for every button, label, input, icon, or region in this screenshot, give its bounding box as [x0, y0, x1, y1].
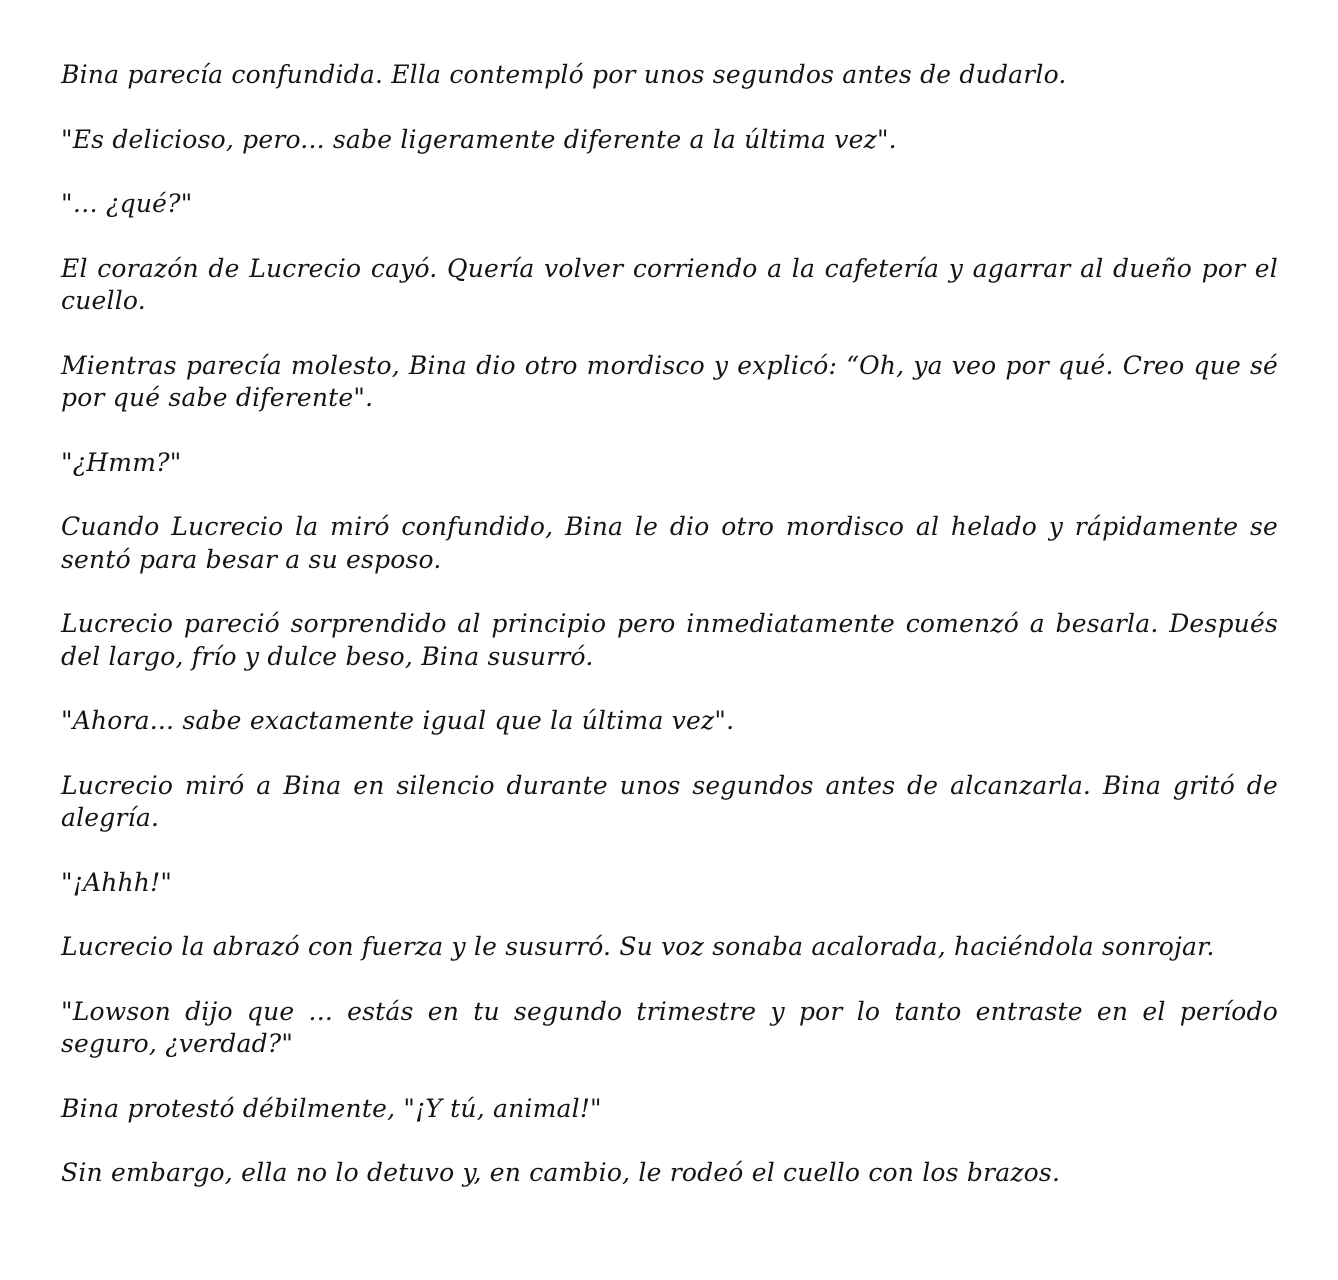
paragraph: Lucrecio pareció sorprendido al principio pero inmediatamente comenzó a besarla. Después del largo, frío y dulce beso, Bina susurró.	[61, 609, 1278, 671]
paragraph: Lucrecio miró a Bina en silencio durante unos segundos antes de alcanzarla. Bina gritó de alegría.	[61, 770, 1278, 832]
paragraph: "Lowson dijo que ... estás en tu segundo trimestre y por lo tanto entraste en el período seguro, ¿verdad?"	[61, 996, 1278, 1058]
paragraph: Bina protestó débilmente, "¡Y tú, animal!"	[61, 1093, 602, 1123]
paragraph: "¡Ahhh!"	[61, 867, 173, 897]
paragraph: El corazón de Lucrecio cayó. Quería volver corriendo a la cafetería y agarrar al dueño por el cuello.	[61, 253, 1278, 315]
paragraph: "¿Hmm?"	[61, 447, 182, 477]
paragraph: "Es delicioso, pero... sabe ligeramente diferente a la última vez".	[61, 124, 897, 154]
paragraph: Lucrecio la abrazó con fuerza y le susurró. Su voz sonaba acalorada, haciéndola sonrojar.	[61, 932, 1215, 961]
paragraph: "… ¿qué?"	[61, 189, 193, 218]
paragraph: Mientras parecía molesto, Bina dio otro mordisco y explicó: “Oh, ya veo por qué. Creo que sé por qué sabe diferente".	[61, 350, 1278, 412]
document-body	[61, 59, 1278, 1222]
paragraph: Bina parecía confundida. Ella contempló por unos segundos antes de dudarlo.	[61, 60, 1067, 89]
paragraph: "Ahora... sabe exactamente igual que la última vez".	[61, 706, 735, 735]
paragraph: Sin embargo, ella no lo detuvo y, en cambio, le rodeó el cuello con los brazos.	[61, 1158, 1061, 1187]
paragraph: Cuando Lucrecio la miró confundido, Bina le dio otro mordisco al helado y rápidamente se sentó para besar a su esposo.	[61, 512, 1278, 574]
